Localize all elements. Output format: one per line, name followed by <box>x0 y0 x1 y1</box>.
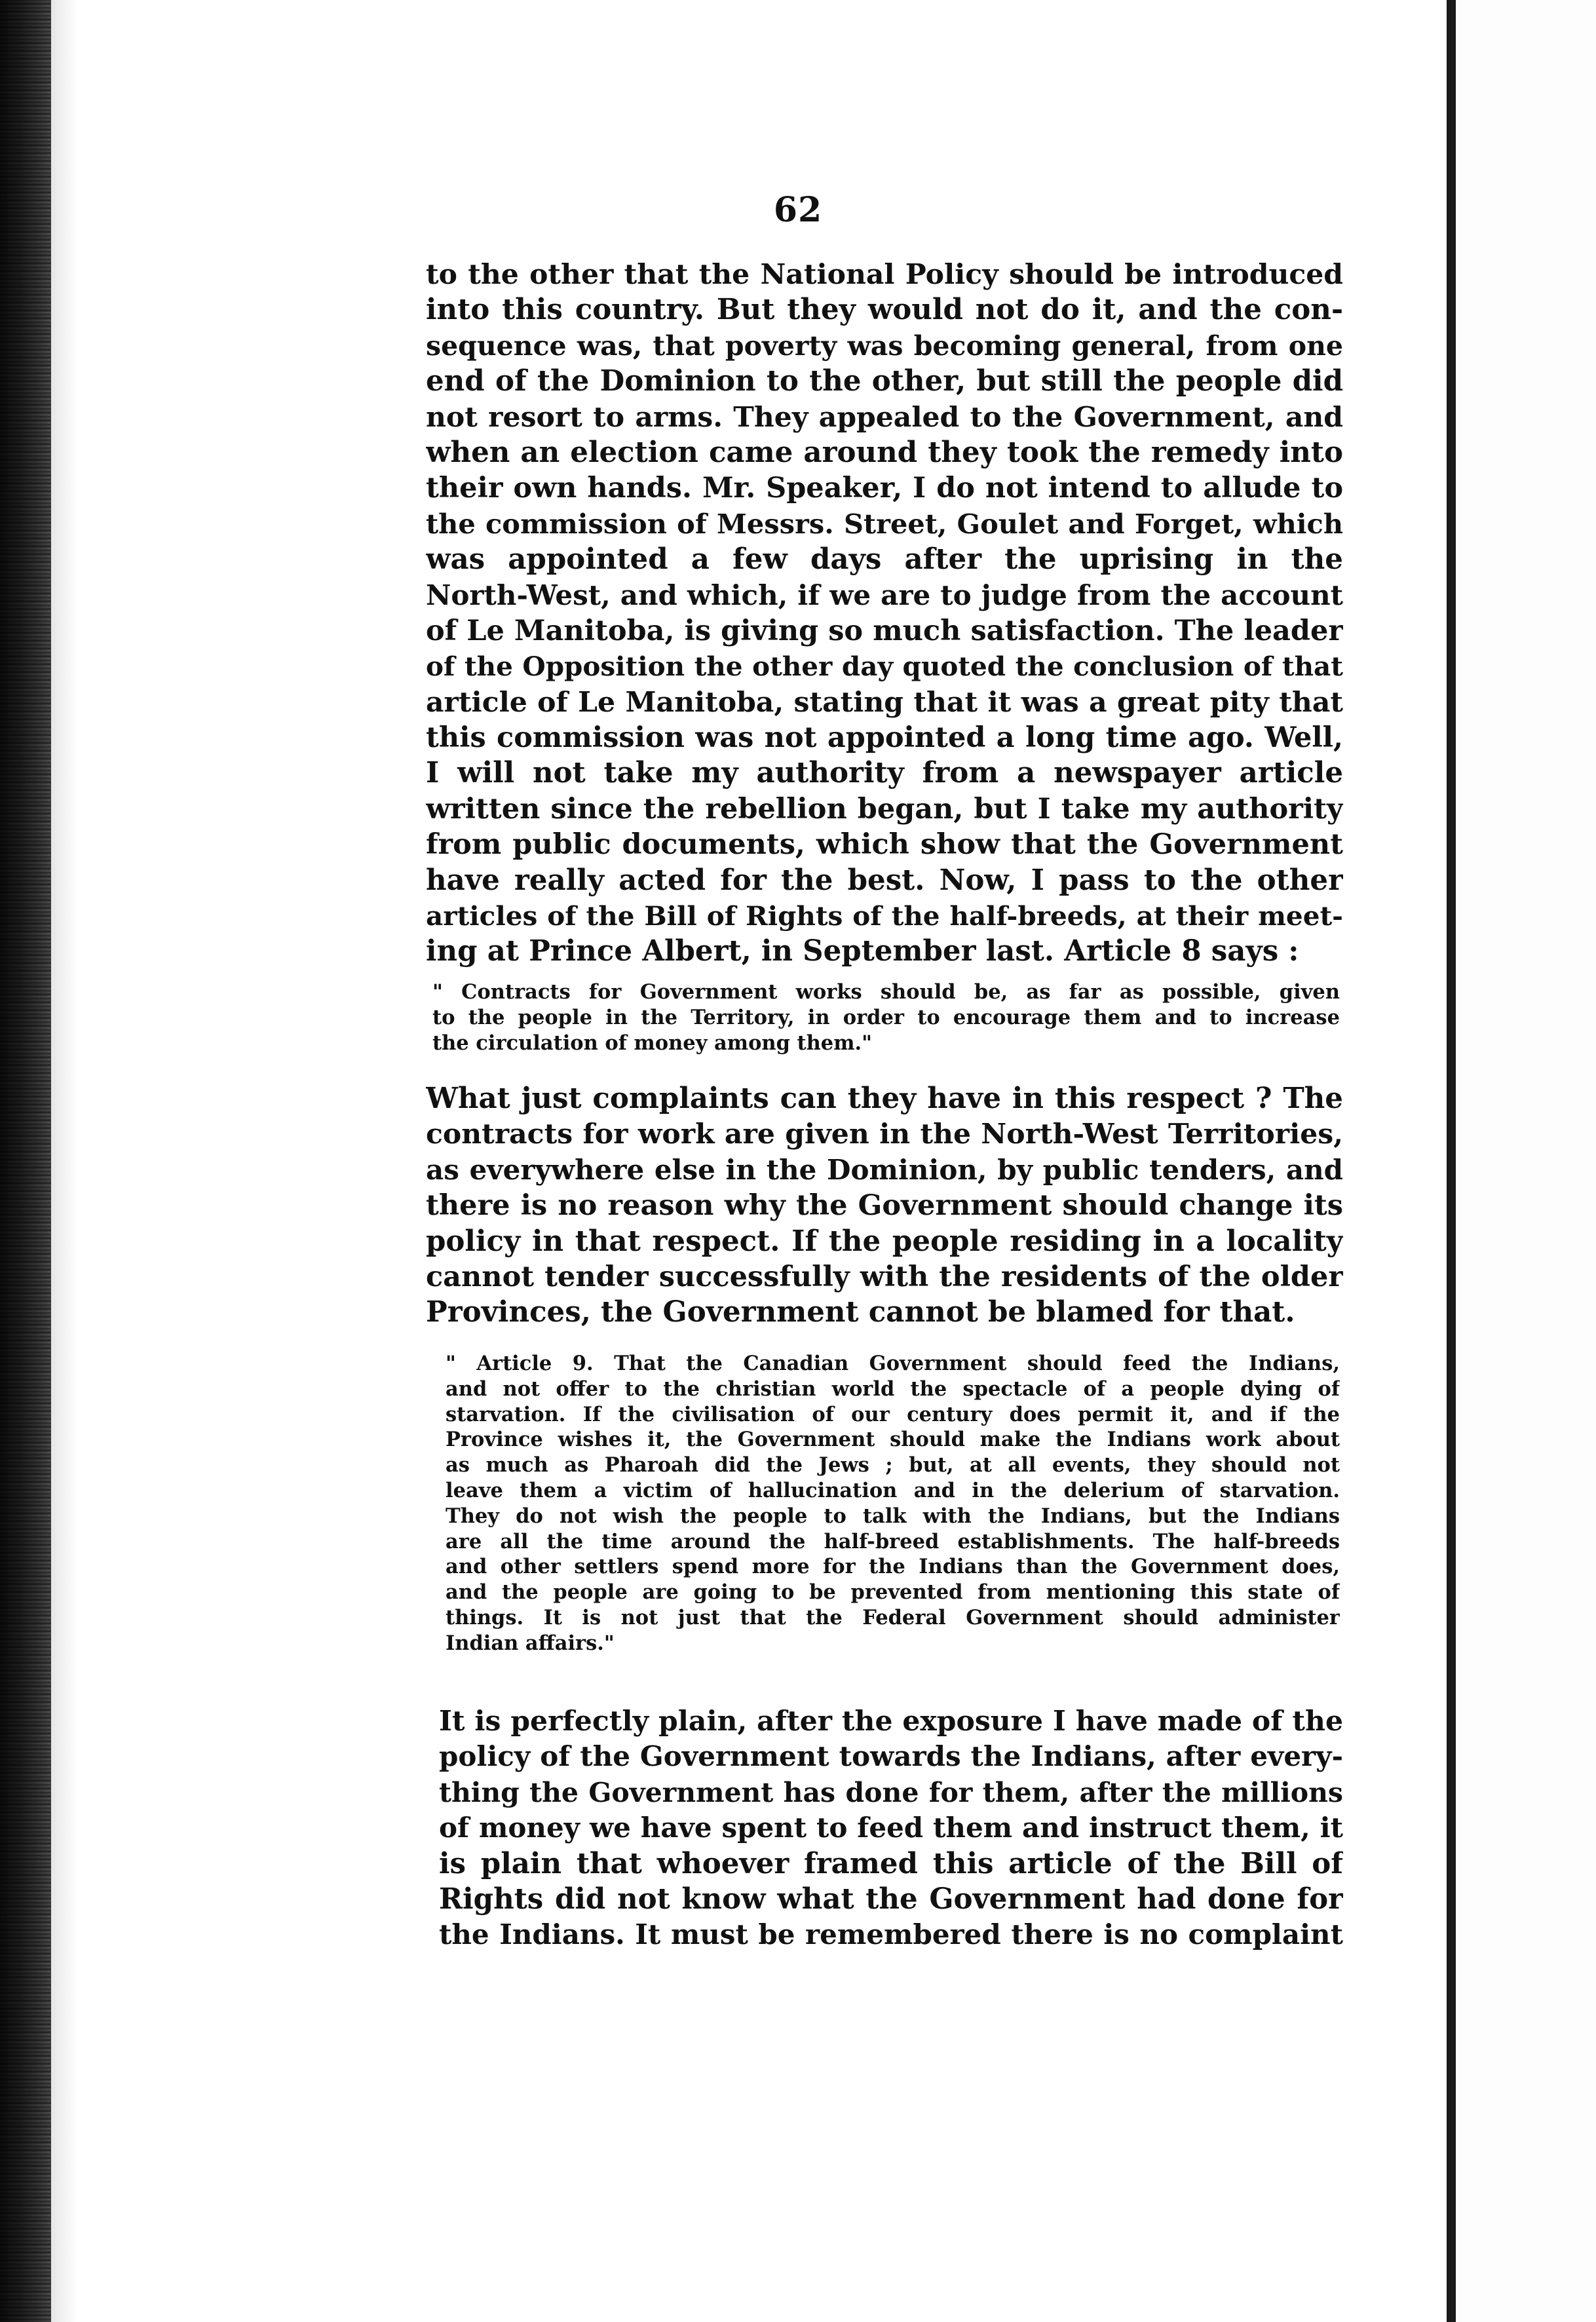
quoted-article-8 <box>432 980 1340 1056</box>
text-line: there is no reason why the Government should change its <box>426 1189 1343 1223</box>
body-paragraph-1 <box>426 257 1343 970</box>
text-line: this commission was not appointed a long time ago. Well, <box>426 721 1343 755</box>
body-paragraph-2 <box>426 1081 1343 1331</box>
text-line: written since the rebellion began, but I take my authority <box>426 792 1343 826</box>
quote-line: Indian affairs." <box>446 1631 615 1655</box>
text-line: ing at Prince Albert, in September last. Article 8 says : <box>426 934 1299 968</box>
quote-line: Province wishes it, the Government should make the Indians work about <box>446 1428 1340 1452</box>
quote-line: are all the time around the half-breed establishments. The half-breeds <box>446 1529 1340 1553</box>
quote-line: and not offer to the christian world the spectacle of a people dying of <box>446 1377 1340 1401</box>
text-line: into this country. But they would not do it, and the con- <box>426 293 1343 327</box>
text-line: sequence was, that poverty was becoming general, from one <box>426 330 1343 362</box>
text-line: cannot tender successfully with the residents of the older <box>426 1260 1343 1293</box>
right-page-edge <box>1447 0 1456 2322</box>
book-binding-edge <box>0 0 51 2322</box>
text-line: end of the Dominion to the other, but still the people did <box>426 364 1343 398</box>
text-line: What just complaints can they have in this respect ? The <box>426 1082 1343 1115</box>
text-line: their own hands. Mr. Speaker, I do not intend to allude to <box>426 472 1343 505</box>
text-line: from public documents, which show that the Government <box>426 828 1343 862</box>
quoted-article-9 <box>446 1351 1340 1656</box>
text-line: have really acted for the best. Now, I pass to the other <box>426 863 1343 897</box>
text-line: article of Le Manitoba, stating that it was a great pity that <box>426 685 1343 719</box>
quote-line: and the people are going to be prevented from mentioning this state of <box>446 1580 1340 1605</box>
text-line: policy of the Government towards the Indians, after every- <box>439 1740 1343 1773</box>
text-line: as everywhere else in the Dominion, by public tenders, and <box>426 1153 1343 1186</box>
page-number: 62 <box>773 190 823 230</box>
right-margin <box>1456 0 1596 2322</box>
text-line: Rights did not know what the Government had done for <box>439 1882 1343 1916</box>
quote-line: They do not wish the people to talk with the Indians, but the Indians <box>446 1504 1340 1528</box>
quote-line: " Contracts for Government works should be, as far as possible, given <box>432 980 1340 1004</box>
text-line: of money we have spent to feed them and instruct them, it <box>439 1812 1343 1844</box>
text-line: the commission of Messrs. Street, Goulet and Forget, which <box>426 507 1343 540</box>
text-line: articles of the Bill of Rights of the half-breeds, at their meet- <box>426 900 1343 932</box>
text-line: of the Opposition the other day quoted the conclusion of that <box>426 651 1343 683</box>
quote-line: " Article 9. That the Canadian Government should feed the Indians, <box>446 1352 1340 1375</box>
quote-line: things. It is not just that the Federal Government should administer <box>446 1605 1340 1629</box>
text-line: It is perfectly plain, after the exposure I have made of the <box>439 1705 1343 1738</box>
text-line: was appointed a few days after the uprising in the <box>426 542 1343 577</box>
text-line: of Le Manitoba, is giving so much satisfaction. The leader <box>426 614 1343 647</box>
text-line: Provinces, the Government cannot be blamed for that. <box>426 1295 1295 1329</box>
text-line: I will not take my authority from a newspayer article <box>426 756 1343 790</box>
quote-line: and other settlers spend more for the Indians than the Government does, <box>446 1555 1340 1579</box>
quote-line: to the people in the Territory, in order to encourage them and to increase <box>432 1005 1340 1029</box>
text-line: is plain that whoever framed this article of the Bill of <box>439 1846 1343 1880</box>
quote-line: starvation. If the civilisation of our century does permit it, and if the <box>446 1402 1340 1426</box>
text-line: the Indians. It must be remembered there is no complaint <box>439 1918 1343 1951</box>
text-line: North-West, and which, if we are to judge from the account <box>426 579 1343 611</box>
text-line: not resort to arms. They appealed to the Government, and <box>426 400 1343 434</box>
binding-shadow <box>51 0 77 2322</box>
body-paragraph-3 <box>439 1703 1343 1953</box>
text-line: contracts for work are given in the North-West Territories, <box>426 1118 1343 1151</box>
text-line: to the other that the National Policy should be introduced <box>426 258 1343 291</box>
quote-line: the circulation of money among them." <box>432 1031 872 1055</box>
text-line: thing the Government has done for them, after the millions <box>439 1776 1343 1808</box>
quote-line: leave them a victim of hallucination and in the delerium of starvation. <box>446 1478 1340 1502</box>
quote-line: as much as Pharoah did the Jews ; but, at all events, they should not <box>446 1453 1340 1477</box>
text-line: when an election came around they took the remedy into <box>426 435 1343 469</box>
text-line: policy in that respect. If the people residing in a locality <box>426 1224 1343 1258</box>
